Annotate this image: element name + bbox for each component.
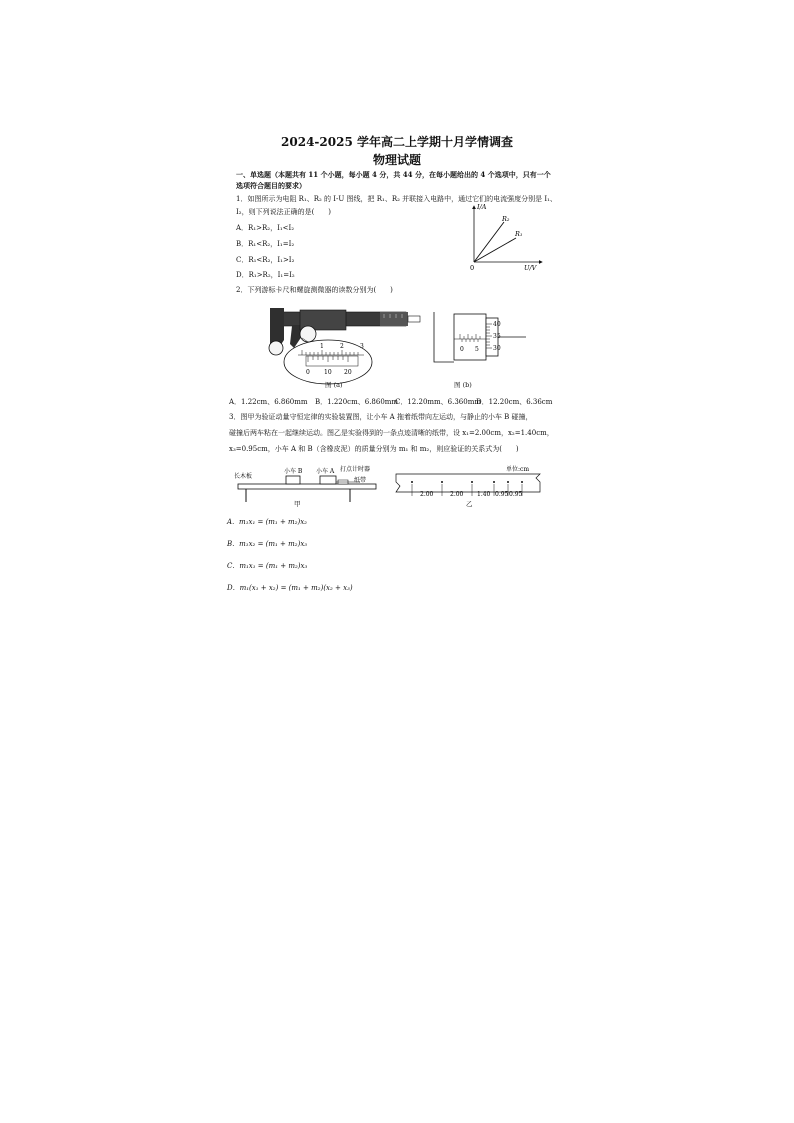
line-r1 bbox=[474, 238, 516, 262]
paper-tape-figure bbox=[394, 462, 544, 508]
tape-label: 纸带 bbox=[354, 477, 367, 484]
q3-option-a: A．m₁x₁ = (m₁ + m₂)x₂ bbox=[227, 518, 307, 526]
r2-label: R₂ bbox=[502, 215, 510, 223]
micrometer-sleeve-tick-5: 5 bbox=[475, 346, 479, 353]
fig-yi-caption: 乙 bbox=[466, 500, 473, 508]
origin-label: 0 bbox=[470, 264, 475, 272]
q3-option-b: B．m₁x₂ = (m₁ + m₂)x₃ bbox=[227, 540, 308, 548]
q2-option-d: D．12.20cm、6.36cm bbox=[476, 398, 553, 406]
tape-segment-3: 1.40 bbox=[477, 491, 491, 498]
q3-stem-line2: 碰撞后两车粘在一起继续运动。图乙是实验得到的一条点迹清晰的纸带，设 x₁=2.00cm，x₂=1.40cm， bbox=[229, 429, 554, 437]
tape-unit: 单位:cm bbox=[506, 466, 530, 473]
x-axis-label: U/V bbox=[524, 264, 537, 272]
y-axis-label: I/A bbox=[477, 203, 487, 211]
car-b-label: 小车 B bbox=[284, 468, 303, 475]
micrometer-thimble-tick-30: 30 bbox=[493, 345, 501, 352]
q1-iu-graph bbox=[466, 200, 546, 274]
q1-option-a: A．R₁>R₂，I₁<I₂ bbox=[236, 224, 295, 232]
q2-option-a: A．1.22cm、6.860mm bbox=[229, 398, 308, 406]
q3-stem-line3: x₃=0.95cm，小车 A 和 B（含橡皮泥）的质量分别为 m₁ 和 m₂，则应验证的关系式为( ) bbox=[229, 445, 519, 453]
micrometer-thimble-tick-35: 35 bbox=[493, 333, 501, 340]
micrometer-figure bbox=[430, 306, 530, 368]
micrometer-sleeve-tick-0: 0 bbox=[460, 346, 464, 353]
vernier-caliper-figure bbox=[262, 300, 422, 386]
q1-option-d: D．R₁>R₂，I₁=I₂ bbox=[236, 271, 295, 279]
q2-option-c: C．12.20mm、6.360mm bbox=[395, 398, 481, 406]
collision-setup-figure bbox=[232, 462, 382, 508]
q2-option-b: B．1.220cm、6.860mm bbox=[315, 398, 399, 406]
car-b bbox=[286, 476, 300, 484]
q1-stem-line1: 1．如图所示为电阻 R₁、R₂ 的 I-U 图线，把 R₁、R₂ 并联接入电路中，通过它们的电流强度分别是 I₁、 bbox=[236, 195, 557, 203]
caliper-main-tick-3: 3 bbox=[360, 343, 364, 350]
long-board bbox=[238, 484, 376, 489]
fig-b-caption: 图 (b) bbox=[454, 381, 472, 389]
car-a-label: 小车 A bbox=[316, 468, 335, 475]
timer-label: 打点计时器 bbox=[340, 466, 371, 473]
car-a bbox=[320, 476, 336, 484]
micrometer-thimble-tick-40: 40 bbox=[493, 321, 501, 328]
q1-option-b: B．R₁<R₂，I₁=I₂ bbox=[236, 240, 295, 248]
q3-stem-line1: 3．图甲为验证动量守恒定律的实验装置图，让小车 A 拖着纸带向左运动，与静止的小车 B 碰撞， bbox=[229, 413, 533, 421]
caliper-main-tick-1: 1 bbox=[320, 343, 324, 350]
tape-segment-4: 0.95 bbox=[495, 491, 509, 498]
fig-a-caption: 图 (a) bbox=[325, 381, 343, 389]
q1-option-c: C．R₁<R₂，I₁>I₂ bbox=[236, 256, 295, 264]
tape-segment-5: 0.95 bbox=[509, 491, 523, 498]
board-label: 长木板 bbox=[234, 473, 253, 480]
section-heading-line2: 选项符合题目的要求） bbox=[236, 181, 306, 190]
caliper-vernier-tick-0: 0 bbox=[306, 369, 310, 376]
subject-title: 物理试题 bbox=[372, 153, 421, 167]
r1-label: R₁ bbox=[515, 230, 523, 238]
exam-title: 2024-2025 学年高二上学期十月学情调查 bbox=[281, 135, 513, 149]
section-heading-line1: 一、单选题（本题共有 11 个小题，每小题 4 分，共 44 分，在每小题给出的 4 个选项中，只有一个 bbox=[236, 170, 551, 179]
caliper-vernier-tick-20: 20 bbox=[344, 369, 352, 376]
fig-jia-caption: 甲 bbox=[294, 500, 301, 508]
q1-stem-line2: I₂，则下列说法正确的是( ) bbox=[236, 208, 332, 216]
tape-segment-2: 2.00 bbox=[450, 491, 464, 498]
q3-option-d: D．m₁(x₁ + x₂) = (m₁ + m₂)(x₂ + x₃) bbox=[227, 584, 353, 592]
caliper-vernier-tick-10: 10 bbox=[324, 369, 332, 376]
q2-stem: 2．下列游标卡尺和螺旋测微器的读数分别为( ) bbox=[236, 286, 393, 294]
q3-option-c: C．m₁x₁ = (m₁ + m₂)x₃ bbox=[227, 562, 308, 570]
tape-segment-1: 2.00 bbox=[420, 491, 434, 498]
caliper-main-tick-2: 2 bbox=[340, 343, 344, 350]
line-r2 bbox=[474, 222, 504, 262]
